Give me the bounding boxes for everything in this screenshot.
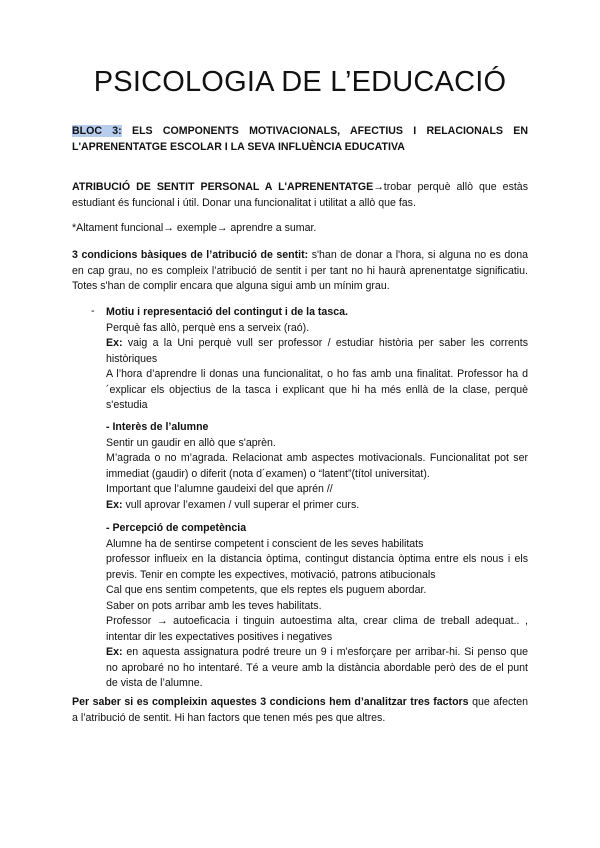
item-line: Professor → autoeficacia i tinguin autoestima alta, crear clima de treball adequat.. , intentar dir les expectatives positives i negatives [106,615,528,643]
bloc-label: BLOC 3: [72,125,122,137]
item-line: Perquè fas allò, perquè ens a serveix (raó). [106,321,310,334]
example-text: en aquesta assignatura podré treure un 9 i m'esforçare per arribar-hi. Si penso que no aprobaré no ho intentaré. Té a veure amb la distància abordable però des de el punt de vista de l’alumne. [106,646,528,689]
atribucio-paragraph [72,180,528,211]
final-text: que afecten a l’atribució de sentit. Hi han factors que tenen més pes que altres. [72,696,529,724]
condicions-text: s'han de donar a l'hora, si alguna no es dona en cap grau, no es compleix l’atribució de sentit i per tant no hi haurà aprenentatge significatiu. Totes s'han de complir encara que alguna sigui amb un mínim grau. [72,249,528,292]
item-line: Sentir un gaudir en allò que s'aprèn. [106,436,276,449]
bullet-dash: - [91,305,95,317]
item-heading: Motiu i representació del contingut i de la tasca. [106,306,348,318]
condicions-paragraph [72,248,528,295]
item-line: Alumne ha de sentirse competent i conscient de les seves habilitats [106,537,424,550]
item-example [106,336,528,367]
list-item-motiu [106,305,528,414]
list-item-competencia [106,521,528,692]
example-label: Ex: [106,646,123,658]
item-example [106,645,528,692]
item-heading: - Interès de l’alumne [106,421,209,433]
final-bold: Per saber si es compleixin aquestes 3 condicions hem d’analitzar tres factors [72,696,469,708]
bloc-heading-text: ELS COMPONENTS MOTIVACIONALS, AFECTIUS I RELACIONALS EN L'APRENENTATGE ESCOLAR I LA SEVA INFLUÈNCIA EDUCATIVA [72,125,528,153]
item-line: Cal que ens sentim competents, que els reptes els puguem abordar. [106,584,427,596]
final-paragraph [72,695,528,726]
list-item-interes [106,420,528,513]
atribucio-definition: trobar perquè allò que estàs estudiant és funcional i útil. Donar una funcionalitat i utilitat a allò que fas. [72,181,529,209]
page-title: PSICOLOGIA DE L’EDUCACIÓ [93,66,507,98]
item-line: Saber on pots arribar amb les teves habilitats. [106,599,322,612]
condicions-heading: 3 condicions bàsiques de l’atribució de sentit: [72,249,309,261]
item-line: A l’hora d’aprendre li donas una funcionalitat, o ho fas amb una finalitat. Professor ha d´explicar els objectius de la tasca i explicant que hi ha més enllà de la clase, perquè s'estudia [106,368,528,411]
note-paragraph: *Altament funcional→ exemple→ aprendre a sumar. [72,222,317,234]
item-line: professor influeix en la distancia òptima, contingut distancia òptima entre els nous i els previs. Tenir en compte les expectives, motivació, patrons atibucionals [106,553,528,581]
example-text: vaig a la Uni perquè vull ser professor / estudiar història per saber les corrents històriques [106,337,528,365]
example-text: vull aprovar l’examen / vull superar el primer curs. [122,498,360,511]
bloc-heading [72,123,528,155]
example-label: Ex: [106,498,123,511]
example-label: Ex: [106,337,123,349]
atribucio-term: ATRIBUCIÓ DE SENTIT PERSONAL A L'APRENENTATGE [72,181,374,193]
arrow-symbol: → [373,181,384,193]
item-example [106,498,528,514]
item-line: M’agrada o no m’agrada. Relacionat amb aspectes motivacionals. Funcionalitat pot ser immediat (gaudir) o diferit (nota d´examen) o “latent”(títol universitat). [106,452,528,480]
item-heading: - Percepció de competència [106,522,247,534]
item-line: Important que l’alumne gaudeixi del que aprén // [106,483,333,495]
